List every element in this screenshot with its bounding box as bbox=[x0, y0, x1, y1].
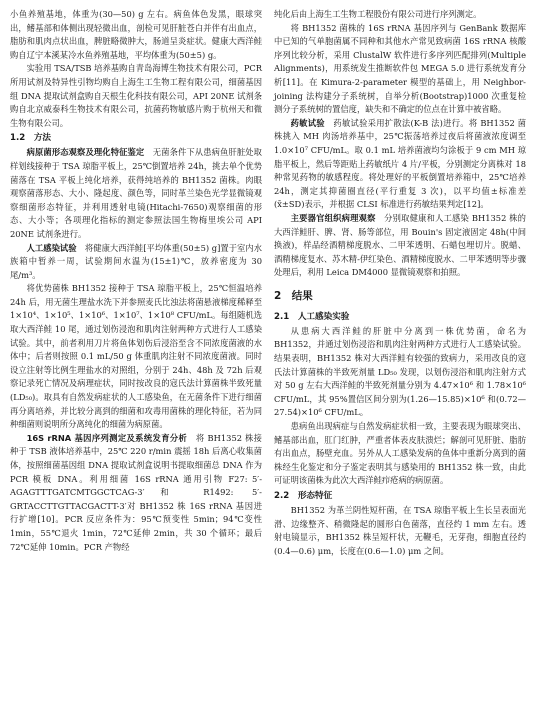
subsection-heading-infection: 2.1 人工感染实验 bbox=[274, 311, 350, 322]
runin-heading-drug-test: 药敏试验 bbox=[290, 117, 325, 128]
right-column bbox=[274, 8, 526, 558]
paragraph-sequencing: 纯化后由上海生工生物工程股份有限公司进行序列测定。 bbox=[274, 9, 482, 19]
paragraph-phylogeny: 将 BH1352 菌株的 16S rRNA 基因序列与 GenBank 数据库中已知的气单胞菌属不同种和其他水产常见致病菌 16S rRNA 核酸序列比较分析，采用 ClustalW 软件进行多序列匹配排列(Multiple Alignments)，用系统发生推断软件包 MEGA 5.0 进行系统发育分析[11]。在 Kimura-2-parameter 模型的基础上，用 Neighbor-joining 法构建分子系统树，自举分析(Bootstrap)1000 次重复检测分子系统树的置信度，缺失和不确定的位点在计算中被省略。 bbox=[274, 22, 526, 115]
paragraph-body: 分别取健康和人工感染 BH1352 株的大西洋鲑肝、脾、肾、肠等部位，用 Bouin's 固定液固定 48h(中间换液)，样品经酒精梯度脱水、二甲苯透明、石蜡包埋切片。脱蜡、酒精梯度复水、苏木精-伊红染色、酒精梯度脱水、二甲苯透明等步骤处理后，利用 Leica DM4000 显微镜观察和拍照。 bbox=[274, 212, 526, 278]
paragraph-symptoms: 患病鱼出现病症与自然发病症状相一致，主要表现为眼球突出、鳍基部出血，肛门红肿，严重者体表皮肤溃烂；解剖可见肝脏、脂肪有出血点，肠壁充血。另外从人工感染发病的鱼体中重新分离到的菌株经生化鉴定和分子鉴定表明其与感染用的 BH1352 株一致，由此可证明该菌株为此次大西洋鲑疖疮病的病原菌。 bbox=[274, 421, 526, 486]
paragraph-reagents: 实验用 TSA/TSB 培养基购自青岛海博生物技术有限公司，PCR 所用试剂及特异性引物均购自上海生工生物工程有限公司，细菌基因组 DNA 提取试剂盒购自天根生化科技有限公司，API 20NE 试剂条购自北京威泰科生物技术有限公司，抗菌药物敏感片购于杭州天和微生物有限公司。 bbox=[10, 63, 262, 128]
section-heading-methods: 1.2 方法 bbox=[10, 133, 52, 144]
runin-heading-16s: 16S rRNA 基因序列测定及系统发育分析 bbox=[26, 432, 188, 443]
paragraph-drug-test bbox=[274, 117, 526, 212]
paragraph-morphology-method bbox=[10, 146, 262, 241]
paragraph-body: 无菌条件下从患病鱼肝脏处取样划线接种于 TSA 琼脂平板上，25℃倒置培养 24h，挑去单个优势菌落在 TSA 平板上纯化培养，获得纯培养的 BH1352 菌株。肉眼观察菌落形态、大小、隆起度、颜色等，同时革兰染色光学显微镜观察细菌形态特征，并利用透射电镜(Hitachi-7650)观察细菌的形态、大小等；各项理化指标的测定参照法国生物梅里埃公司 API 20NE 试剂条进行。 bbox=[10, 147, 262, 239]
paragraph-body: 药敏试验采用扩散法(K-B 法)进行。将 BH1352 菌株挑入 MH 肉汤培养基中，25℃振荡培养过夜后将菌液浓度调至 1.0×10⁷ CFU/mL。取 0.1 mL 培养菌液均匀涂板于 9 cm MH 琼脂平板上，然后等距贴上药敏纸片 4 片/平板，分别测定分离株对 18 种常见药物的敏感程度。将处理好的平板倒置培养箱中，25℃培养 24h，测定其抑菌圈直径(平行重复 3 次)，以平均值±标准差(x̄±SD)表示，并根据 CLSI 标准进行药敏结果判定[12]。 bbox=[274, 117, 526, 210]
runin-heading-morphology: 病原菌形态观察及理化特征鉴定 bbox=[26, 147, 145, 158]
paragraph-morphology-results: BH1352 为革兰阴性短杆菌，在 TSA 琼脂平板上生长呈表面光滑、边缘整齐、稍微隆起的圆形白色菌落，直径约 1 mm 左右。透射电镜显示，BH1352 株呈短杆状，无鞭毛，无芽孢，细胞直径约(0.4—0.6) μm，长度在(0.6—1.0) μm 之间。 bbox=[274, 505, 526, 556]
runin-heading-histopathology: 主要器官组织病理观察 bbox=[290, 212, 376, 223]
paragraph-infection-results: 从患病大西洋鲑的肝脏中分离到一株优势菌，命名为 BH1352，并通过划伤浸浴和肌肉注射两种方式进行人工感染试验。结果表明，BH1352 株对大西洋鲑有较强的致病力，采用改良的寇氏法计算菌株的半致死剂量 LD₅₀ 发现，以划伤浸浴和肌肉注射方式对 50 g 左右大西洋鲑的半致死剂量分别为 4.47×10⁶ 和 1.78×10⁶ CFU/mL，其 95%置信区间分别为(1.26—15.85)×10⁶ 和(0.72—27.54)×10⁶ CFU/mL。 bbox=[274, 325, 526, 418]
paragraph-fish-source: 小鱼养殖基地，体重为(30—50) g 左右。病鱼体色发黑，眼球突出，鳍基部和体侧出现轻微出血，剖检可见肝脏苍白并伴有出血点，脂肪和肌肉点状出血，脾脏略微肿大，肠道呈炎症状。健康大西洋鲑购自辽宁本溪某冷水鱼养殖基地，平均体重为(50±5) g。 bbox=[10, 9, 262, 60]
paragraph-body: 将健康大西洋鲑[平均体重(50±5) g]置于室内水族箱中暂养一周，试验期间水温为(15±1)℃，放养密度为 30 尾/m³。 bbox=[10, 242, 262, 280]
paragraph-histopathology bbox=[274, 212, 526, 280]
left-column bbox=[10, 8, 262, 554]
paragraph-infection-procedure: 将优势菌株 BH1352 接种于 TSA 琼脂平板上，25℃恒温培养 24h 后，用无菌生理盐水洗下并参照麦氏比浊法将菌悬液梯度稀释至 1×10⁴、1×10⁵、1×10⁶、1×10⁷、1×10⁸ CFU/mL。每组随机选取大西洋鲑 10 尾，通过划伤浸泡和肌肉注射两种方式进行人工感染试验。其中，前者利用刀片将鱼体划伤后浸浴至含不同浓度菌液的水体中；后者则按照 0.1 mL/50 g 体重肌肉注射不同浓度菌液。同时设立注射等比例生理盐水的对照组，分别于 24h、48h 及 72h 后观察记录死亡情况及病理症状，同时按改良的寇氏法计算菌株半致死量(LD₅₀)。取具有自然发病症状的人工感染鱼，在无菌条件下进行细菌再分离培养，并比较分离到的细菌和攻毒用菌株的理化特征，若为同种细菌则说明所分离纯化的细菌为病原菌。 bbox=[10, 283, 262, 430]
runin-heading-infection: 人工感染试验 bbox=[26, 242, 77, 253]
paragraph-infection-method bbox=[10, 242, 262, 283]
subsection-heading-morphology: 2.2 形态特征 bbox=[274, 491, 333, 501]
paragraph-body: 将 BH1352 株接种于 TSB 液体培养基中，25℃ 220 r/min 震摇 18h 后离心收集菌体，按照细菌基因组 DNA 提取试剂盒说明书提取细菌总 DNA 作为 PCR 模板 DNA。利用细菌 16S rRNA 通用引物 F27: 5′-AGAGTTTGATCMTGGCTCAG-3′和 R1492: 5′- GRTACCTTGTTACGACTT-3′对 BH1352 株 16S rRNA 基因进行扩增[10]。PCR 反应条件为：95℃预变性 5min；94℃变性 1min，55℃退火 1min，72℃延伸 2min，共 30 个循环；最后 72℃延伸 10min。PCR 产物经 bbox=[10, 432, 262, 552]
paragraph-16s-method bbox=[10, 432, 262, 554]
section-heading-results: 2 结果 bbox=[274, 289, 313, 302]
